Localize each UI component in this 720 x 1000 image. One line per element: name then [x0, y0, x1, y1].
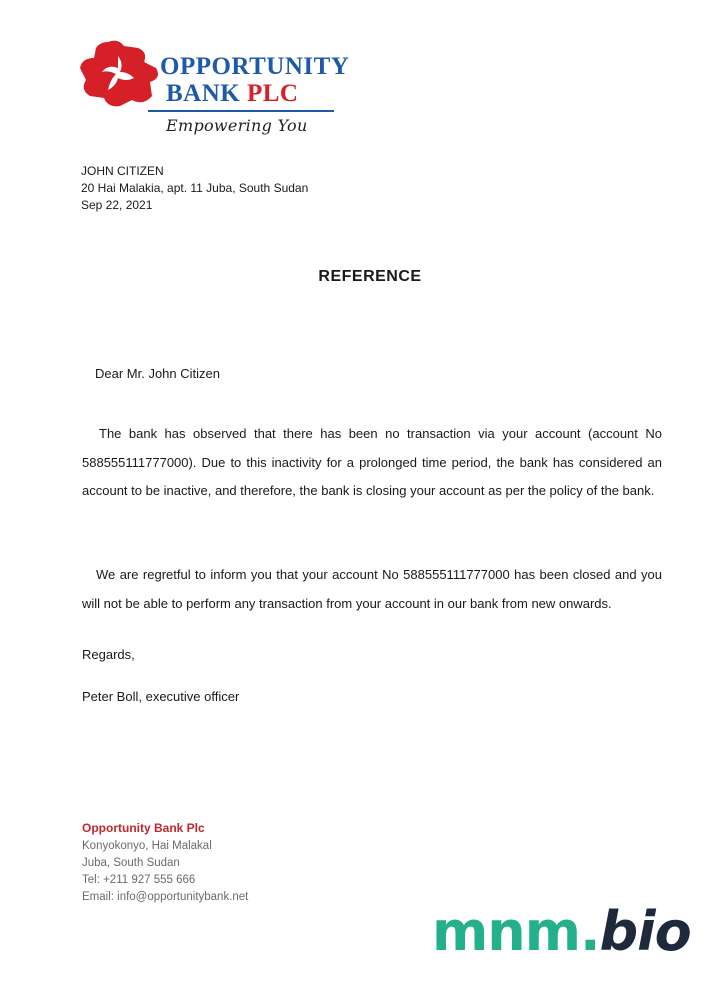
body-paragraph-2: We are regretful to inform you that your account No 588555111777000 has been closed and you will not be able to perform any transaction from your account in our bank from new onwards. — [82, 567, 662, 611]
bank-logo-icon — [78, 38, 162, 108]
closing: Regards, — [82, 647, 135, 662]
footer-company-name: Opportunity Bank Plc — [82, 821, 205, 835]
watermark-part1: mnm. — [432, 900, 600, 963]
logo-tagline: Empowering You — [166, 116, 308, 135]
footer-email: Email: info@opportunitybank.net — [82, 891, 249, 903]
letter-title: REFERENCE — [318, 268, 422, 285]
watermark-part2: bio — [599, 900, 691, 963]
recipient-address: 20 Hai Malakia, apt. 11 Juba, South Sudan — [81, 181, 309, 195]
footer-address-line1: Konyokonyo, Hai Malakal — [82, 840, 212, 852]
logo-bank-word: BANK — [166, 80, 241, 107]
salutation: Dear Mr. John Citizen — [95, 366, 220, 381]
recipient-name: JOHN CITIZEN — [81, 164, 164, 178]
footer-address-line2: Juba, South Sudan — [82, 857, 180, 869]
logo-plc-word: PLC — [246, 80, 299, 107]
footer-phone: Tel: +211 927 555 666 — [82, 874, 196, 886]
logo-divider — [148, 110, 334, 112]
body-paragraph-1: The bank has observed that there has been no transaction via your account (account No 588555111777000). Due to this inactivity for a prolonged time period, the bank has considered an account to be inactive, and therefore, the bank is closing your account as per the policy of the bank. — [82, 426, 662, 498]
watermark — [432, 900, 691, 964]
signature: Peter Boll, executive officer — [82, 689, 240, 704]
logo-name-line2 — [166, 80, 298, 108]
letter-date: Sep 22, 2021 — [81, 198, 153, 212]
logo-name-line1: OPPORTUNITY — [160, 53, 350, 80]
